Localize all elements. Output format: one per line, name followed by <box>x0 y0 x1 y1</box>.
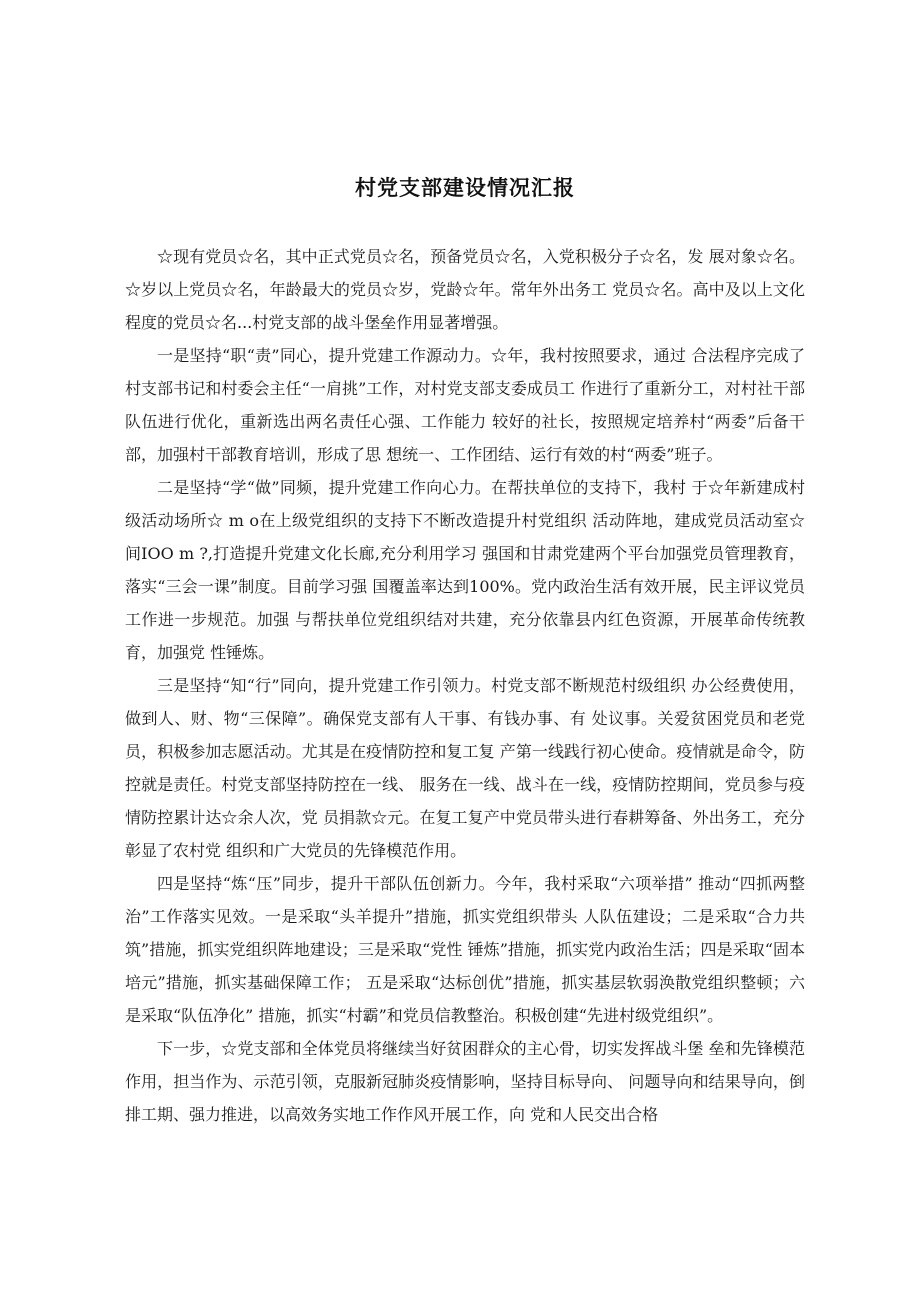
paragraph-point-four: 四是坚持“炼“压”同步，提升干部队伍创新力。今年，我村采取“六项举措” 推动“四抓两整治”工作落实见效。一是采取“头羊提升”措施，抓实党组织带头 人队伍建设；二是采取“合力共筑”措施，抓实党组织阵地建设；三是采取“党性 锤炼”措施，抓实党内政治生活；四是采取“固本培元”措施，抓实基础保障工作； 五是采取“达标创优”措施，抓实基层软弱涣散党组织整顿；六是采取“队伍净化” 措施，抓实“村霸”和党员信教整治。积极创建“先进村级党组织”。 <box>125 874 805 1025</box>
paragraph-point-three: 三是坚持“知“行”同向，提升党建工作引领力。村党支部不断规范村级组织 办公经费使用，做到人、财、物“三保障”。确保党支部有人干事、有钱办事、有 处议事。关爱贫困党员和老党员，积极参加志愿活动。尤其是在疫情防控和复工复 产第一线践行初心使命。疫情就是命令，防控就是责任。村党支部坚持防控在一线、 服务在一线、战斗在一线，疫情防控期间，党员参与疫情防控累计达☆余人次，党 员捐款☆元。在复工复产中党员带头进行春耕筹备、外出务工，充分彰显了农村党 组织和广大党员的先锋模范作用。 <box>125 676 805 860</box>
paragraph-point-two: 二是坚持“学“做”同频，提升党建工作向心力。在帮扶单位的支持下，我村 于☆年新建成村级活动场所☆ m o在上级党组织的支持下不断改造提升村党组织 活动阵地，建成党员活动室☆间IOO m ?,打造提升党建文化长廊,充分利用学习 强国和甘肃党建两个平台加强党员管理教育，落实“三会一课”制度。目前学习强 国覆盖率达到100%。党内政治生活有效开展，民主评议党员工作进一步规范。加强 与帮扶单位党组织结对共建，充分依靠县内红色资源，开展革命传统教育，加强党 性锤炼。 <box>125 478 805 662</box>
paragraph-next-steps: 下一步，☆党支部和全体党员将继续当好贫困群众的主心骨，切实发挥战斗堡 垒和先锋模范作用，担当作为、示范引领，克服新冠肺炎疫情影响，坚持目标导向、 问题导向和结果导向，倒排工期、强力推进，以高效务实地工作作风开展工作，向 党和人民交出合格 <box>125 1039 805 1124</box>
document-title: 村党支部建设情况汇报 <box>355 176 575 200</box>
document-page <box>125 160 805 1131</box>
paragraph-point-one: 一是坚持“职“责”同心，提升党建工作源动力。☆年，我村按照要求，通过 合法程序完成了村支部书记和村委会主任“一肩挑”工作，对村党支部支委成员工 作进行了重新分工，对村社干部队伍进行优化，重新选出两名责任心强、工作能力 较好的社长，按照规定培养村“两委”后备干部，加强村干部教育培训，形成了思 想统一、工作团结、运行有效的村“两委”班子。 <box>125 346 805 464</box>
paragraph-party-member-overview: ☆现有党员☆名，其中正式党员☆名，预备党员☆名，入党积极分子☆名，发 展对象☆名。☆岁以上党员☆名，年龄最大的党员☆岁，党龄☆年。常年外出务工 党员☆名。高中及以上文化程度的党员☆名...村党支部的战斗堡垒作用显著增强。 <box>125 247 805 332</box>
